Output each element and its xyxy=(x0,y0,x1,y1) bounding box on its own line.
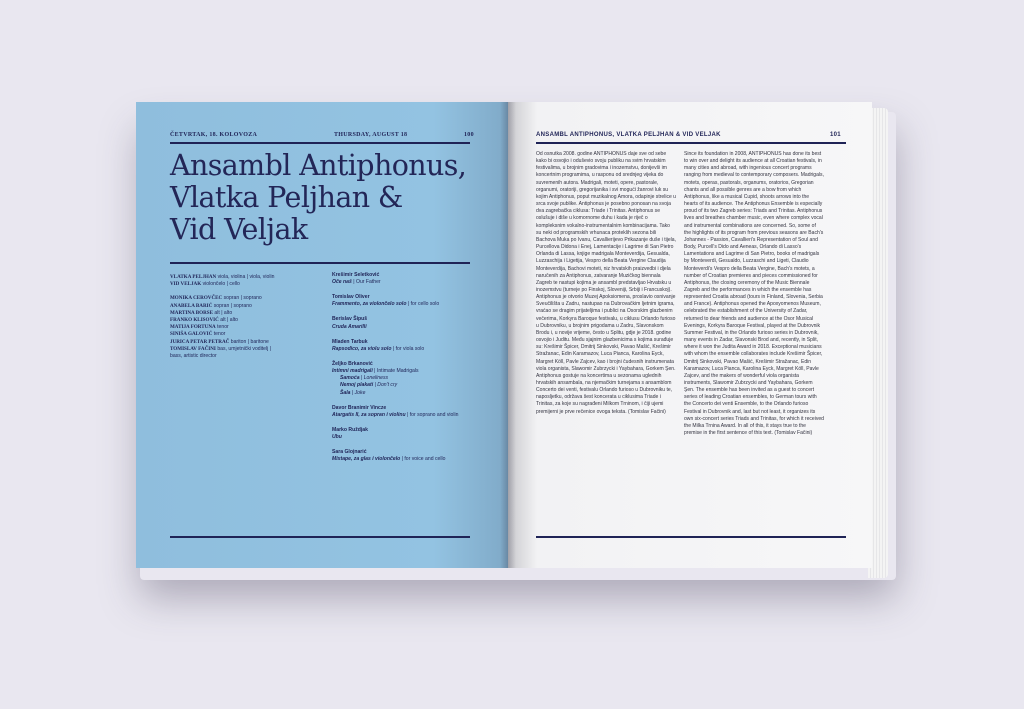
sub-work-note: | Don't cry xyxy=(373,382,398,389)
running-header-left: ČETVRTAK, 18. KOLOVOZA xyxy=(170,132,258,138)
body-column-english xyxy=(684,151,824,437)
performer-row xyxy=(170,339,310,346)
performer-role: tenor xyxy=(215,324,229,331)
performer-row xyxy=(170,317,310,324)
program-item xyxy=(332,294,482,308)
work-title: Oče naš xyxy=(332,279,352,286)
page-title xyxy=(170,150,490,246)
performer-row xyxy=(170,310,310,317)
performer-role: viola, violina | viola, violin xyxy=(216,274,275,280)
work-line xyxy=(332,434,482,441)
work-note: | Intimate Madrigals xyxy=(372,368,419,375)
body-column-croatian xyxy=(536,151,676,416)
performer-role: tenor xyxy=(212,331,226,338)
sub-work-line xyxy=(332,382,482,389)
work-title: Mixtape, za glas i violončelo xyxy=(332,456,401,463)
page-number-right: 101 xyxy=(830,132,841,138)
program-item xyxy=(332,339,482,353)
work-title: Intimni madrigali xyxy=(332,368,373,375)
work-line xyxy=(332,368,482,375)
work-note: | Our Father xyxy=(351,279,381,286)
work-title: Rapsodico, za violu solo xyxy=(332,345,392,352)
work-line xyxy=(332,346,482,353)
performer-name: FRANKO KLISOVIĆ xyxy=(170,317,219,324)
performer-name: ANABELA BARIĆ xyxy=(170,302,213,309)
composer-name: Davor Branimir Vincze xyxy=(332,404,387,411)
bottom-rule-left xyxy=(170,536,470,538)
work-note: | for cello solo xyxy=(406,301,440,308)
performer-role: bas, umjetnički voditelj | xyxy=(215,345,272,352)
body-text-english: Since its foundation in 2008, ANTIPHONUS has done its best to win over and delight its audience at all Croatian festivals, in many cities and abroad, with ingenious concert programs ranging from medieval to contemporary composers. Madrigals, motets, operas, pastorals, organums, oratorios, Gregorian chants and all possible genres are a bow from which Antiphonus, like a musical Cupid, shoots arrows into the hearts of its audience. The Antiphonus Ensemble is especially proud of its two Zagreb series: Triads and Trinitas. Antiphonus lives and breathes chamber music, even where complex vocal and instrumental combinations are concerned. So, some of the highlights of its program from previous seasons are Bach's Johannes - Passion, Cavallieri's Representation of Soul and Body, Purcell's Dido and Aeneas, Orlando di Lasso's Lamentations and Lagrime di San Pietro, books of madrigals by Monteverdi, Gesualdo, Luzzaschi and Ligeti, Claudio Monteverdi's Vespro della Beata Vergine, Bach's motets, a number of Croatian premieres and pieces commissioned for Antiphonus, the closing ceremony of the Music Biennale Zagreb and the performances in which the ensemble has represented Croatia abroad (tours in Finland, Slovenia, Serbia and France). Antiphonus opened the Apoxyomenos Museum, celebrated the establishment of the University of Zadar, returned to dear friends and audience at the Osor Musical Evenings, Korkyra Baroque Festival, played at the Dubrovnik Summer Festival, in the Orlando furioso series in Dubrovnik, many events in Zadar, Slavonski Brod and, recently, in Split, where it won the Judita Award in 2018. Exceptional musicians with whom the ensemble collaborates include Krešimir Špicer, Dmitrij Sinkovski, Pavao Mašić, Krešimir Stražanac, Edin Karamazov, Luca Pianca, Karolina Eyck, Margret Köll, Pavle Zajcev, and the makers of wonderful viola organista instruments, Slawomir Zubrzycki and Yaybahara, Gorkem Şen. The ensemble has been invited as a guest to concert series of leading Croatian ensembles, to German tours with the Concerto dei venti Ensemble, to the Orlando furioso Festival in Dubrovnik and, last but not least, it organizes its own six-concert series Triads and Trinitas, for which it received the Milka Trnina Award. In all of this, it stays true to the premise in the first sentence of this text. (Tomislav Fačini) xyxy=(684,151,824,437)
sub-work-note: | Joke xyxy=(350,389,366,396)
program-item xyxy=(332,449,482,463)
composer-name: Berislav Šipuš xyxy=(332,316,368,323)
top-rule-right xyxy=(536,142,846,144)
performer-row xyxy=(170,274,310,281)
title-line: Ansambl Antiphonus, xyxy=(170,149,467,182)
program-item xyxy=(332,361,482,397)
work-title: Atargatis II, za sopran i violinu xyxy=(332,411,406,418)
bottom-rule-right xyxy=(536,536,846,538)
sub-work-note: | Loneliness xyxy=(359,375,389,382)
composer-name: Željko Brkanović xyxy=(332,360,373,367)
performer-role: sopran | soprano xyxy=(222,295,262,302)
work-title: Frammento, za violončelo solo xyxy=(332,301,407,308)
composer-name: Krešimir Seletković xyxy=(332,272,380,278)
performer-row xyxy=(170,281,310,288)
performer-row xyxy=(170,346,310,353)
work-line xyxy=(332,301,482,308)
sub-work-line xyxy=(332,375,482,382)
performer-name: SINIŠA GALOVIĆ xyxy=(170,331,213,338)
title-line: Vid Veljak xyxy=(170,213,308,246)
performer-name: TOMISLAV FAČINI xyxy=(170,345,216,352)
performer-role: bass, artistic director xyxy=(170,353,217,360)
performer-name: MATIJA FORTUNA xyxy=(170,324,216,331)
work-line xyxy=(332,324,482,331)
work-note: | for soprano and violin xyxy=(405,411,459,418)
title-line: Vlatka Peljhan & xyxy=(170,181,403,214)
running-header-right: ANSAMBL ANTIPHONUS, VLATKA PELJHAN & VID VELJAK xyxy=(536,132,721,138)
performer-role: sopran | soprano xyxy=(212,302,252,309)
sub-work-title: Nemoj plakati xyxy=(340,382,374,389)
work-note: | for viola solo xyxy=(391,345,425,352)
work-line xyxy=(332,279,482,286)
sub-work-title: Šala xyxy=(340,389,351,396)
composer-name: Sara Glojnarić xyxy=(332,449,367,456)
composer-name: Mladen Tarbuk xyxy=(332,338,368,345)
work-note: | for voice and cello xyxy=(400,456,446,463)
program-item xyxy=(332,316,482,330)
performer-row xyxy=(170,295,310,302)
work-title: Ubu xyxy=(332,434,342,441)
program-list xyxy=(332,272,482,471)
work-line xyxy=(332,412,482,419)
book-spine-shadow xyxy=(500,102,516,568)
page-number-left: 100 xyxy=(464,132,474,138)
program-item xyxy=(332,405,482,419)
performer-name: VLATKA PELJHAN xyxy=(170,274,217,280)
performer-role: violončelo | cello xyxy=(201,281,240,288)
performer-role: alt | alto xyxy=(218,317,238,324)
work-line xyxy=(332,456,482,463)
work-title: Cruda Amarilli xyxy=(332,323,367,330)
performer-name: JURICA PETAR PETRAČ xyxy=(170,338,230,345)
performer-row xyxy=(170,331,310,338)
performer-name: MONIKA CEROVČEC xyxy=(170,295,223,302)
title-rule xyxy=(170,262,470,264)
program-item xyxy=(332,427,482,441)
performer-role: bariton | baritone xyxy=(229,338,269,345)
running-header-center: THURSDAY, AUGUST 18 xyxy=(334,132,408,138)
composer-name: Tomislav Oliver xyxy=(332,294,370,301)
program-item xyxy=(332,272,482,286)
sub-work-line xyxy=(332,390,482,397)
left-page xyxy=(136,102,508,568)
composer-name: Marko Ruždjak xyxy=(332,426,368,433)
right-page xyxy=(508,102,872,568)
performer-name: VID VELJAK xyxy=(170,281,202,288)
performer-row xyxy=(170,303,310,310)
performer-name: MARTINA BORSE xyxy=(170,309,213,316)
performer-row xyxy=(170,353,310,360)
performer-role: alt | alto xyxy=(212,309,233,316)
top-rule-left xyxy=(170,142,470,144)
performer-list xyxy=(170,274,310,360)
sub-work-title: Samoća xyxy=(340,375,360,382)
body-text-croatian: Od osnutka 2008. godine ANTIPHONUS daje sve od sebe kako bi osvojio i oduševio svoju publiku na svim hrvatskim festivalima, u brojnim gradovima i inozemstvu, donijevši im koncertnim programima, u rasponu od srednjeg vijeka do suvremenih autora. Madrigali, moteti, opere, pastorale, organumi, oratoriji, gregorijanika i svi mogući žanrovi luk su kojim Antiphonus, poput muzikalnog Amora, odapinje strelice u srca svoje publike. Antiphonus je posebno ponosan na svoja dva zagrebačka ciklusa: Triade i Trinitas. Antiphonus se oslušuje i diše u komornome duhu i kada je riječ o kompleksnim vokalno-instrumentalnim kombinacijama. Tako su neki od programskih vrhunaca proteklih sezona bili Bachova Muka po Ivanu, Cavallierijevo Prikazanje duše i tijela, Purcellova Didona i Enej, Lamentacije i Lagrime di San Pietro Orlanda di Lassa, knjige madrigala Monteverdija, Gesualda, Luzzaschija i Ligetija, Vespro della Beata Vergine Claudija Monteverdija, Bachovi moteti, niz hrvatskih praizvedbi i djela naručenih za Antiphonus, zatvaranje Muzičkog biennala Zagreb te nastupi kojima je ansambl predstavljao Hrvatsku u inozemstvu (turneje po Finskoj, Sloveniji, Srbiji i Francuskoj). Antiphonus je otvorio Muzej Apoksiomena, proslavio osnivanje Sveučilišta u Zadru, nastupao na Dubrovačkim ljetnim igrama, vraćao se dragim prijateljima i publici na Osorskim glazbenim večerima, Korkyra Baroque festivalu, u ciklusu Orlando furioso u Dubrovniku, u brojnim prigodama u Zadru, Slavonskom Brodu i, u novije vrijeme, čestо u Splitu, gdje je 2018. godine osvojio i Juditu. Među sjajnim glazbenicima s kojima surađuje su: Krešimir Špicer, Dmitrij Sinkovski, Pavao Mašić, Krešimir Stražanac, Edin Karamazov, Luca Pianca, Karolina Eyck, Margret Köll, Pavle Zajcev, kao i brojni čudesnih instrumenata viola organista, Slawomir Zubrzycki i Yaybahara, Gorkem Şen. Antiphonus gostuje na koncertima u sezonama uglednih hrvatskih ansambala, na njemačkim turnejama s ansamblom Concerto dei venti, festivalu Orlando furioso u Dubrovniku te, naposljetku, održava šest koncerata u ciklusima Triade i Trinitas, za koje su nagrađeni Milkom Trninom, i čiji ujemi premijerni je prve rečenice ovoga teksta. (Tomislav Fačini) xyxy=(536,151,676,415)
